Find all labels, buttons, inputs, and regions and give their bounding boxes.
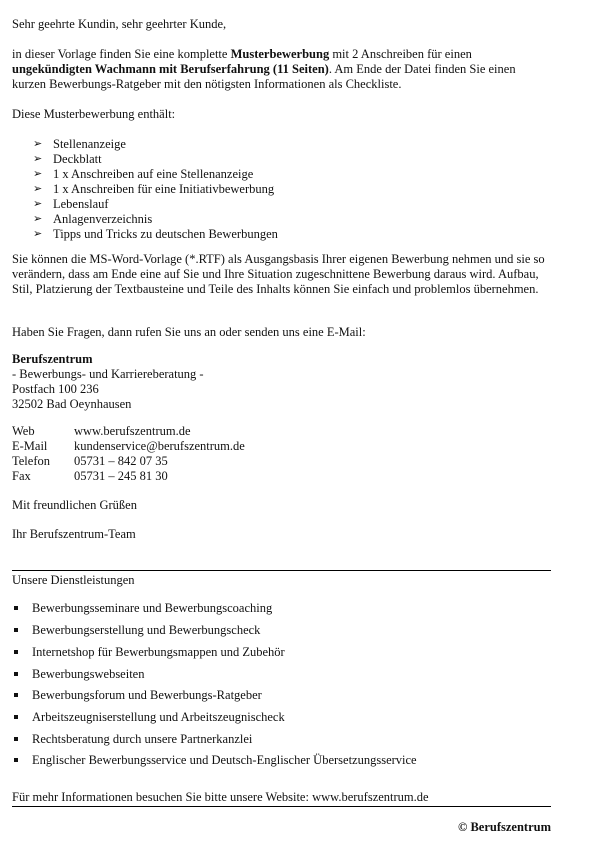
copyright: © Berufszentrum [458,820,551,834]
address-block [12,352,204,412]
intro-bold-2: ungekündigten Wachmann mit Berufserfahrung (11 Seiten) [12,62,329,76]
square-bullet-icon [14,650,18,654]
list-item: ➢ Stellenanzeige [33,137,126,151]
list-item: ➢ Anlagenverzeichnis [33,212,153,226]
list-item: Arbeitszeugniserstellung und Arbeitszeugnischeck [12,710,285,725]
po-box: Postfach 100 236 [12,382,99,396]
web-link[interactable]: www.berufszentrum.de [74,424,191,438]
intro-bold-1: Musterbewerbung [230,47,330,61]
city: 32502 Bad Oeynhausen [12,397,132,411]
list-item: ➢ Deckblatt [33,152,102,166]
square-bullet-icon [14,715,18,719]
list-item: ➢ 1 x Anschreiben für eine Initiativbewerbung [33,182,275,196]
square-bullet-icon [14,606,18,610]
greeting: Sehr geehrte Kundin, sehr geehrter Kunde, [12,17,227,31]
divider-top [12,570,551,571]
services-heading: Unsere Dienstleistungen [12,573,135,587]
arrow-bullet-icon: ➢ [33,198,43,210]
square-bullet-icon [14,672,18,676]
list-item: Bewerbungsforum und Bewerbungs-Ratgeber [12,688,262,703]
arrow-bullet-icon: ➢ [33,228,43,240]
closing: Mit freundlichen Grüßen [12,498,137,512]
questions-paragraph: Haben Sie Fragen, dann rufen Sie uns an oder senden uns eine E-Mail: [12,325,366,339]
list-item: Bewerbungserstellung und Bewerbungscheck [12,623,260,638]
signature: Ihr Berufszentrum-Team [12,527,136,541]
contents-list [33,137,278,242]
intro-paragraph [12,47,542,92]
list-item: ➢ Tipps und Tricks zu deutschen Bewerbungen [33,227,278,241]
square-bullet-icon [14,737,18,741]
footer-text: Für mehr Informationen besuchen Sie bitte unsere Website: www.berufszentrum.de [12,790,429,804]
square-bullet-icon [14,758,18,762]
contact-fax: Fax 05731 – 245 81 30 [12,469,168,483]
square-bullet-icon [14,693,18,697]
list-item: Englischer Bewerbungsservice und Deutsch-Englischer Übersetzungsservice [12,753,417,768]
contact-phone: Telefon 05731 – 842 07 35 [12,454,168,468]
contact-email: E-Mail kundenservice@berufszentrum.de [12,439,245,453]
arrow-bullet-icon: ➢ [33,213,43,225]
contact-web: Web www.berufszentrum.de [12,424,191,438]
email-link[interactable]: kundenservice@berufszentrum.de [74,439,245,453]
arrow-bullet-icon: ➢ [33,183,43,195]
list-item: Bewerbungsseminare und Bewerbungscoaching [12,601,272,616]
arrow-bullet-icon: ➢ [33,168,43,180]
contents-heading: Diese Musterbewerbung enthält: [12,107,176,121]
divider-bottom [12,806,551,807]
list-item: Internetshop für Bewerbungsmappen und Zubehör [12,645,285,660]
intro-text-1: in dieser Vorlage finden Sie eine komplette [12,47,231,61]
intro-text-3: . Am Ende der Datei finden Sie einen kurzen Bewerbungs-Ratgeber mit den nötigsten Informationen als Checkliste. [12,62,516,91]
square-bullet-icon [14,628,18,632]
usage-paragraph: Sie können die MS-Word-Vorlage (*.RTF) als Ausgangsbasis Ihrer eigenen Bewerbung nehmen und sie so verändern, dass am Ende eine auf Sie und Ihre Situation zugeschnittene Bewerbung daraus wird. Aufbau, Stil, Platzierung der Textbausteine und Teile des Inhalts können Sie einfach und problemlos übernehmen. [12,252,545,296]
list-item: Rechtsberatung durch unsere Partnerkanzlei [12,732,252,747]
list-item: ➢ 1 x Anschreiben auf eine Stellenanzeige [33,167,254,181]
list-item: Bewerbungswebseiten [12,667,144,682]
company-name: Berufszentrum [12,352,93,366]
list-item: ➢ Lebenslauf [33,197,109,211]
arrow-bullet-icon: ➢ [33,138,43,150]
intro-text-2: mit 2 Anschreiben für einen [329,47,472,61]
arrow-bullet-icon: ➢ [33,153,43,165]
company-subtitle: - Bewerbungs- und Karriereberatung - [12,367,204,381]
